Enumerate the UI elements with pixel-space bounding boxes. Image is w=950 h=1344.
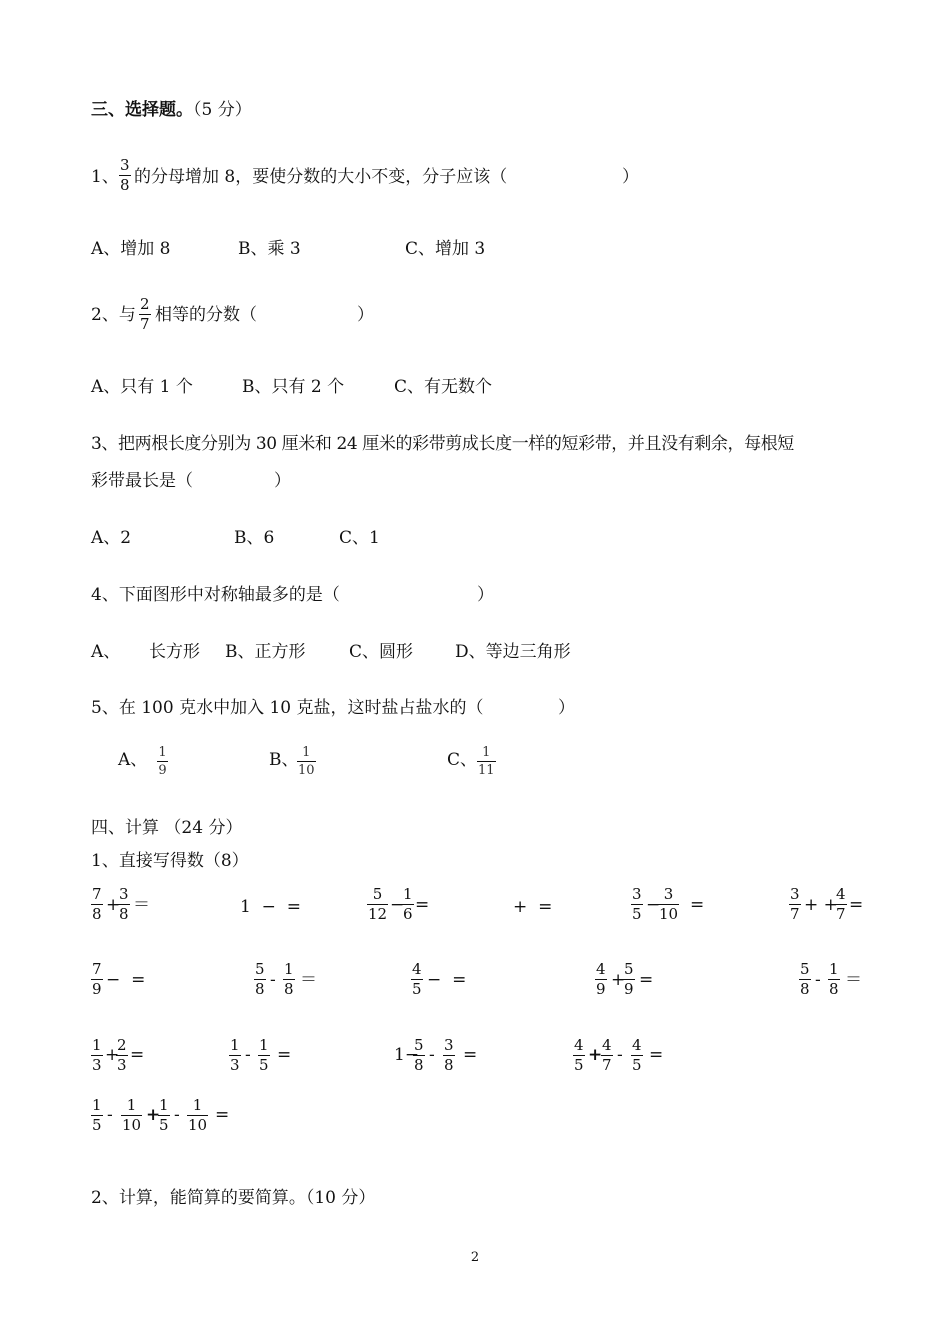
plus-sign: + — [588, 1045, 603, 1065]
q5-option-a-label: A、 — [118, 750, 148, 770]
row3-expr1-frac1: 1 3 — [92, 1036, 102, 1074]
row3-expr4-frac1: 4 5 — [574, 1036, 584, 1074]
row4-frac2: 1 10 — [122, 1096, 142, 1134]
equals-sign: = — [690, 895, 705, 915]
q5-close: ） — [558, 698, 575, 718]
q1-text: 的分母增加 8，要使分数的大小不变，分子应该（ — [134, 167, 508, 187]
q2-close: ） — [357, 305, 374, 325]
row2-expr5-frac1: 5 8 — [800, 960, 810, 998]
equals-sign: = — [277, 1045, 292, 1065]
equals-sign: ＝ — [845, 970, 862, 990]
q4-option-d: D、等边三角形 — [455, 642, 571, 662]
section4-title: 四、计算 （24 分） — [91, 818, 243, 838]
section4-sub1: 1、直接写得数（8） — [91, 851, 249, 871]
minus-sign: − — [390, 895, 405, 915]
row3-expr2-frac1: 1 3 — [230, 1036, 240, 1074]
q2-option-b: B、只有 2 个 — [242, 377, 345, 397]
q3-close: ） — [274, 471, 291, 491]
row4-frac4: 1 10 — [188, 1096, 208, 1134]
row2-expr1-frac: 7 9 — [92, 960, 102, 998]
dash-sign: - — [270, 970, 276, 990]
row1-expr1-frac2: 3 8 — [119, 885, 129, 923]
section3-title: 三、选择题。（5 分） — [91, 100, 252, 120]
q1-number: 1、 — [91, 167, 119, 187]
q1-fraction: 3 8 — [120, 156, 130, 194]
q4-close: ） — [477, 585, 494, 605]
q1-option-c: C、增加 3 — [405, 239, 486, 259]
q2-fraction: 2 7 — [140, 295, 150, 333]
q5-option-b-fraction: 1 10 — [298, 745, 315, 778]
row4-frac1: 1 5 — [92, 1096, 102, 1134]
equals-sign: = — [639, 970, 654, 990]
q3-line1: 3、把两根长度分别为 30 厘米和 24 厘米的彩带剪成长度一样的短彩带，并且没有剩余，每根短 — [91, 434, 794, 454]
q2-prefix: 2、与 — [91, 305, 136, 325]
row2-expr4-frac1: 4 9 — [596, 960, 606, 998]
row2-expr2-frac1: 5 8 — [255, 960, 265, 998]
q5-option-c-fraction: 1 11 — [478, 745, 495, 778]
equals-sign: ＝ — [300, 970, 317, 990]
q4-option-a-text: 长方形 — [149, 642, 200, 662]
row3-expr4-frac2: 4 7 — [602, 1036, 612, 1074]
row1-expr3-frac2: 1 6 — [403, 885, 413, 923]
row3-expr3-frac1: 5 8 — [414, 1036, 424, 1074]
row1-expr2: 1 − = — [240, 897, 301, 917]
equals-sign: = — [215, 1105, 230, 1125]
q2-option-c: C、有无数个 — [394, 377, 493, 397]
row1-expr5-frac1: 3 5 — [632, 885, 642, 923]
row3-expr4-frac3: 4 5 — [632, 1036, 642, 1074]
row1-expr1-frac1: 7 8 — [92, 885, 102, 923]
dash-sign: - — [107, 1105, 113, 1125]
plus-sign: + — [105, 1045, 120, 1065]
plus-sign: + — [611, 970, 626, 990]
q1-close: ） — [622, 167, 639, 187]
q4-option-c: C、圆形 — [349, 642, 414, 662]
row4-frac3: 1 5 — [159, 1096, 169, 1134]
q2-text: 相等的分数（ — [155, 305, 257, 325]
row3-expr2-frac2: 1 5 — [259, 1036, 269, 1074]
q4-option-a: A、 — [91, 642, 121, 662]
q5-text: 5、在 100 克水中加入 10 克盐，这时盐占盐水的（ — [91, 698, 484, 718]
q2-option-a: A、只有 1 个 — [91, 377, 193, 397]
dash-sign: - — [617, 1045, 623, 1065]
q3-option-c: C、1 — [339, 528, 380, 548]
row1-expr6-frac2: 4 7 — [836, 885, 846, 923]
section4-sub2: 2、计算，能简算的要简算。（10 分） — [91, 1188, 376, 1208]
equals-sign: ＝ — [133, 895, 150, 915]
q5-option-a-fraction: 1 9 — [158, 745, 167, 778]
row2-expr5-frac2: 1 8 — [829, 960, 839, 998]
row2-expr4-frac2: 5 9 — [624, 960, 634, 998]
equals-sign: = — [130, 1045, 145, 1065]
q4-text: 4、下面图形中对称轴最多的是（ — [91, 585, 340, 605]
row3-expr1-frac2: 2 3 — [117, 1036, 127, 1074]
dash-sign: - — [815, 970, 821, 990]
q4-option-b: B、正方形 — [225, 642, 306, 662]
q3-line2: 彩带最长是（ — [91, 471, 193, 491]
q5-option-b-label: B、 — [269, 750, 299, 770]
row1-expr6-frac1: 3 7 — [790, 885, 800, 923]
page-number: 2 — [470, 1250, 480, 1265]
q1-option-a: A、增加 8 — [91, 239, 171, 259]
row1-expr5-frac2: 3 10 — [659, 885, 679, 923]
equals-sign: = — [463, 1045, 478, 1065]
row2-expr1-ops: − = — [106, 970, 146, 990]
plus-sign: + — [146, 1105, 161, 1125]
q1-option-b: B、乘 3 — [238, 239, 301, 259]
q3-option-a: A、2 — [91, 528, 132, 548]
plus-sign: + — [106, 895, 121, 915]
row2-expr3-ops: − = — [427, 970, 467, 990]
row2-expr3-frac: 4 5 — [412, 960, 422, 998]
equals-sign: = — [649, 1045, 664, 1065]
row2-expr2-frac2: 1 8 — [284, 960, 294, 998]
dash-sign: - — [429, 1045, 435, 1065]
minus-sign: − — [646, 895, 661, 915]
q3-option-b: B、6 — [234, 528, 275, 548]
row3-expr3-frac2: 3 8 — [444, 1036, 454, 1074]
row1-expr4: + = — [513, 897, 553, 917]
row3-expr3-one: 1− — [394, 1045, 420, 1065]
equals-sign: = — [849, 895, 864, 915]
dash-sign: - — [245, 1045, 251, 1065]
row1-expr3-frac1: 5 12 — [368, 885, 388, 923]
dash-sign: - — [174, 1105, 180, 1125]
row1-expr6-ops: + + — [804, 895, 838, 915]
q5-option-c-label: C、 — [447, 750, 478, 770]
equals-sign: = — [415, 895, 430, 915]
